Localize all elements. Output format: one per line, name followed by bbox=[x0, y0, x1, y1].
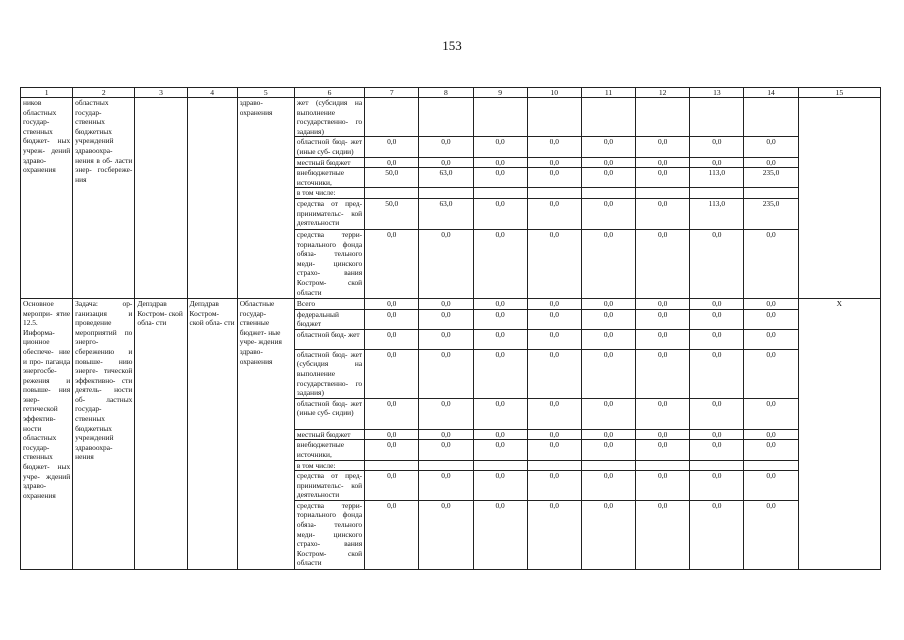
value-cell: 0,0 bbox=[473, 471, 527, 501]
value-cell bbox=[690, 188, 744, 199]
value-cell bbox=[527, 98, 581, 137]
measure-name-cell: ников областных государ- ственных бюджет- ных учреж- дений здраво- охранения bbox=[21, 98, 73, 299]
column-header: 13 bbox=[690, 88, 744, 98]
value-cell: 0,0 bbox=[636, 198, 690, 229]
value-cell: 0,0 bbox=[419, 229, 473, 298]
value-cell: 63,0 bbox=[419, 168, 473, 188]
value-cell: 0,0 bbox=[690, 298, 744, 309]
funding-source-cell: областной бюд- жет (субсидия на выполнение государственно- го задания) bbox=[294, 349, 364, 398]
value-cell: 0,0 bbox=[419, 440, 473, 460]
value-cell: 0,0 bbox=[581, 440, 635, 460]
value-cell: 0,0 bbox=[527, 157, 581, 168]
value-cell: 0,0 bbox=[527, 309, 581, 329]
value-cell: 0,0 bbox=[473, 309, 527, 329]
value-cell bbox=[365, 460, 419, 471]
value-cell bbox=[473, 188, 527, 199]
value-cell: 0,0 bbox=[419, 349, 473, 398]
value-cell: 0,0 bbox=[365, 500, 419, 569]
value-cell: 0,0 bbox=[744, 349, 798, 398]
value-cell: 0,0 bbox=[636, 168, 690, 188]
table-row bbox=[21, 98, 881, 137]
value-cell: 0,0 bbox=[527, 198, 581, 229]
value-cell: 0,0 bbox=[365, 157, 419, 168]
coordinator-cell: Депздрав Костром- ской обла- сти bbox=[135, 298, 187, 569]
value-cell: 0,0 bbox=[744, 137, 798, 157]
value-cell: 0,0 bbox=[636, 471, 690, 501]
value-cell: 0,0 bbox=[581, 198, 635, 229]
funding-source-cell: федеральный бюджет bbox=[294, 309, 364, 329]
executor-cell bbox=[187, 98, 237, 299]
value-cell: 0,0 bbox=[636, 398, 690, 429]
value-cell: 0,0 bbox=[473, 440, 527, 460]
value-cell: 0,0 bbox=[527, 229, 581, 298]
value-cell bbox=[365, 188, 419, 199]
value-cell: 0,0 bbox=[527, 440, 581, 460]
value-cell: 0,0 bbox=[690, 157, 744, 168]
value-cell: 0,0 bbox=[527, 168, 581, 188]
value-cell: 0,0 bbox=[419, 398, 473, 429]
value-cell: 0,0 bbox=[690, 137, 744, 157]
measure-name-cell: Основное меропри- ятие 12.5. Информа- ционное обеспече- ние и про- паганда энергосбе- режения и повыше- ния энер- гетической эффектив- ности областных государ- ственных бюджет- ных учре- ждений здраво- охранения bbox=[21, 298, 73, 569]
funding-source-cell: жет (субсидия на выполнение государственно- го задания) bbox=[294, 98, 364, 137]
value-cell: 0,0 bbox=[581, 229, 635, 298]
value-cell: 0,0 bbox=[365, 398, 419, 429]
column-header: 8 bbox=[419, 88, 473, 98]
value-cell bbox=[365, 98, 419, 137]
value-cell bbox=[581, 98, 635, 137]
coordinator-cell bbox=[135, 98, 187, 299]
value-cell: 0,0 bbox=[419, 157, 473, 168]
value-cell: 0,0 bbox=[636, 157, 690, 168]
value-cell: 0,0 bbox=[636, 229, 690, 298]
column-header: 10 bbox=[527, 88, 581, 98]
funding-source-cell: местный бюджет bbox=[294, 157, 364, 168]
value-cell: 0,0 bbox=[365, 329, 419, 349]
value-cell bbox=[744, 460, 798, 471]
value-cell: 113,0 bbox=[690, 198, 744, 229]
value-cell: 0,0 bbox=[527, 429, 581, 440]
value-cell: 0,0 bbox=[365, 349, 419, 398]
value-cell: 0,0 bbox=[419, 500, 473, 569]
value-cell: 0,0 bbox=[527, 137, 581, 157]
funding-source-cell: местный бюджет bbox=[294, 429, 364, 440]
value-cell: 0,0 bbox=[744, 429, 798, 440]
value-cell: 0,0 bbox=[636, 329, 690, 349]
value-cell: 0,0 bbox=[690, 429, 744, 440]
value-cell: 0,0 bbox=[473, 229, 527, 298]
value-cell bbox=[581, 460, 635, 471]
column-header: 3 bbox=[135, 88, 187, 98]
funding-source-cell: областной бюд- жет bbox=[294, 329, 364, 349]
value-cell: 0,0 bbox=[581, 349, 635, 398]
value-cell bbox=[419, 460, 473, 471]
value-cell bbox=[636, 98, 690, 137]
value-cell bbox=[473, 98, 527, 137]
column-header: 9 bbox=[473, 88, 527, 98]
value-cell: 0,0 bbox=[527, 329, 581, 349]
value-cell: 0,0 bbox=[419, 429, 473, 440]
value-cell: 0,0 bbox=[419, 298, 473, 309]
task-cell: областных государ- ственных бюджетных учреждений здравоохра- нения в об- ласти энер- госбереже- ния bbox=[73, 98, 135, 299]
value-cell: 0,0 bbox=[636, 349, 690, 398]
value-cell: 0,0 bbox=[581, 429, 635, 440]
value-cell: 0,0 bbox=[473, 198, 527, 229]
column-header: 4 bbox=[187, 88, 237, 98]
value-cell: 0,0 bbox=[473, 298, 527, 309]
column-header: 14 bbox=[744, 88, 798, 98]
executor-cell: Депздрав Костром- ской обла- сти bbox=[187, 298, 237, 569]
value-cell: 0,0 bbox=[690, 229, 744, 298]
value-cell: 0,0 bbox=[527, 500, 581, 569]
value-cell: 0,0 bbox=[473, 168, 527, 188]
result-cell bbox=[798, 98, 880, 299]
value-cell bbox=[527, 188, 581, 199]
value-cell: 0,0 bbox=[636, 500, 690, 569]
column-header: 5 bbox=[237, 88, 294, 98]
column-header: 1 bbox=[21, 88, 73, 98]
value-cell: 0,0 bbox=[744, 440, 798, 460]
value-cell: 235,0 bbox=[744, 168, 798, 188]
value-cell: 0,0 bbox=[365, 137, 419, 157]
column-header: 6 bbox=[294, 88, 364, 98]
funding-source-cell: внебюджетные источники, bbox=[294, 440, 364, 460]
value-cell: 0,0 bbox=[744, 471, 798, 501]
funding-source-cell: областной бюд- жет (иные суб- сидии) bbox=[294, 398, 364, 429]
value-cell: 0,0 bbox=[365, 440, 419, 460]
value-cell: 0,0 bbox=[744, 229, 798, 298]
value-cell bbox=[636, 188, 690, 199]
value-cell: 0,0 bbox=[473, 429, 527, 440]
value-cell: 0,0 bbox=[744, 309, 798, 329]
value-cell: 0,0 bbox=[473, 137, 527, 157]
funding-source-cell: в том числе: bbox=[294, 460, 364, 471]
value-cell bbox=[636, 460, 690, 471]
value-cell: 0,0 bbox=[365, 298, 419, 309]
value-cell: 0,0 bbox=[690, 309, 744, 329]
value-cell bbox=[473, 460, 527, 471]
column-header: 2 bbox=[73, 88, 135, 98]
column-header: 7 bbox=[365, 88, 419, 98]
value-cell: 0,0 bbox=[365, 429, 419, 440]
value-cell: 0,0 bbox=[527, 398, 581, 429]
table-row bbox=[21, 298, 881, 309]
value-cell bbox=[419, 188, 473, 199]
value-cell bbox=[690, 460, 744, 471]
funding-source-cell: областной бюд- жет (иные суб- сидии) bbox=[294, 137, 364, 157]
header-row bbox=[21, 88, 881, 98]
value-cell bbox=[744, 98, 798, 137]
value-cell: 0,0 bbox=[365, 471, 419, 501]
value-cell: 0,0 bbox=[581, 137, 635, 157]
value-cell: 0,0 bbox=[419, 137, 473, 157]
value-cell: 0,0 bbox=[473, 157, 527, 168]
value-cell: 0,0 bbox=[581, 329, 635, 349]
value-cell: 0,0 bbox=[581, 500, 635, 569]
value-cell bbox=[527, 460, 581, 471]
value-cell: 0,0 bbox=[744, 298, 798, 309]
result-cell: X bbox=[798, 298, 880, 569]
funding-source-cell: внебюджетные источники, bbox=[294, 168, 364, 188]
value-cell bbox=[419, 98, 473, 137]
value-cell: 0,0 bbox=[581, 168, 635, 188]
value-cell: 0,0 bbox=[744, 329, 798, 349]
value-cell: 0,0 bbox=[690, 471, 744, 501]
column-header: 12 bbox=[636, 88, 690, 98]
value-cell: 0,0 bbox=[690, 440, 744, 460]
value-cell: 0,0 bbox=[581, 309, 635, 329]
value-cell: 0,0 bbox=[636, 429, 690, 440]
participant-cell: Областные государ- ственные бюджет- ные учре- ждения здраво- охранения bbox=[237, 298, 294, 569]
column-header: 11 bbox=[581, 88, 635, 98]
funding-source-cell: средства от пред- принимательс- кой деятельности bbox=[294, 198, 364, 229]
value-cell: 0,0 bbox=[744, 398, 798, 429]
value-cell: 0,0 bbox=[636, 298, 690, 309]
value-cell: 0,0 bbox=[744, 157, 798, 168]
participant-cell: здраво- охранения bbox=[237, 98, 294, 299]
value-cell: 50,0 bbox=[365, 168, 419, 188]
value-cell: 50,0 bbox=[365, 198, 419, 229]
value-cell: 0,0 bbox=[744, 500, 798, 569]
value-cell: 0,0 bbox=[419, 329, 473, 349]
table-body bbox=[21, 88, 881, 570]
page-number: 153 bbox=[442, 38, 462, 53]
value-cell: 0,0 bbox=[419, 309, 473, 329]
value-cell bbox=[581, 188, 635, 199]
value-cell: 0,0 bbox=[690, 329, 744, 349]
value-cell: 0,0 bbox=[690, 349, 744, 398]
funding-source-cell: средства от пред- принимательс- кой деятельности bbox=[294, 471, 364, 501]
value-cell: 235,0 bbox=[744, 198, 798, 229]
value-cell: 0,0 bbox=[527, 349, 581, 398]
value-cell: 0,0 bbox=[690, 500, 744, 569]
funding-source-cell: в том числе: bbox=[294, 188, 364, 199]
value-cell: 0,0 bbox=[473, 329, 527, 349]
funding-source-cell: Всего bbox=[294, 298, 364, 309]
budget-table bbox=[20, 87, 881, 570]
column-header: 15 bbox=[798, 88, 880, 98]
funding-source-cell: средства терри- ториального фонда обяза- тельного меди- цинского страхо- вания Костром- ской области bbox=[294, 500, 364, 569]
value-cell bbox=[744, 188, 798, 199]
task-cell: Задача: ор- ганизация и проведение мероприятий по энерго- сбережению и повыше- нию энерге- тической эффективно- сти деятель- ности об- ластных государ- ственных бюджетных учреждений здравоохра- нения bbox=[73, 298, 135, 569]
value-cell: 0,0 bbox=[581, 157, 635, 168]
value-cell: 0,0 bbox=[473, 349, 527, 398]
value-cell: 0,0 bbox=[636, 309, 690, 329]
value-cell: 0,0 bbox=[636, 440, 690, 460]
value-cell: 0,0 bbox=[581, 471, 635, 501]
value-cell: 0,0 bbox=[690, 398, 744, 429]
value-cell: 0,0 bbox=[581, 298, 635, 309]
value-cell: 0,0 bbox=[419, 471, 473, 501]
value-cell: 0,0 bbox=[581, 398, 635, 429]
value-cell: 63,0 bbox=[419, 198, 473, 229]
value-cell bbox=[690, 98, 744, 137]
value-cell: 0,0 bbox=[473, 398, 527, 429]
value-cell: 0,0 bbox=[473, 500, 527, 569]
value-cell: 113,0 bbox=[690, 168, 744, 188]
value-cell: 0,0 bbox=[365, 229, 419, 298]
value-cell: 0,0 bbox=[527, 471, 581, 501]
funding-source-cell: средства терри- ториального фонда обяза- тельного меди- цинского страхо- вания Костром- ской области bbox=[294, 229, 364, 298]
value-cell: 0,0 bbox=[636, 137, 690, 157]
value-cell: 0,0 bbox=[527, 298, 581, 309]
value-cell: 0,0 bbox=[365, 309, 419, 329]
